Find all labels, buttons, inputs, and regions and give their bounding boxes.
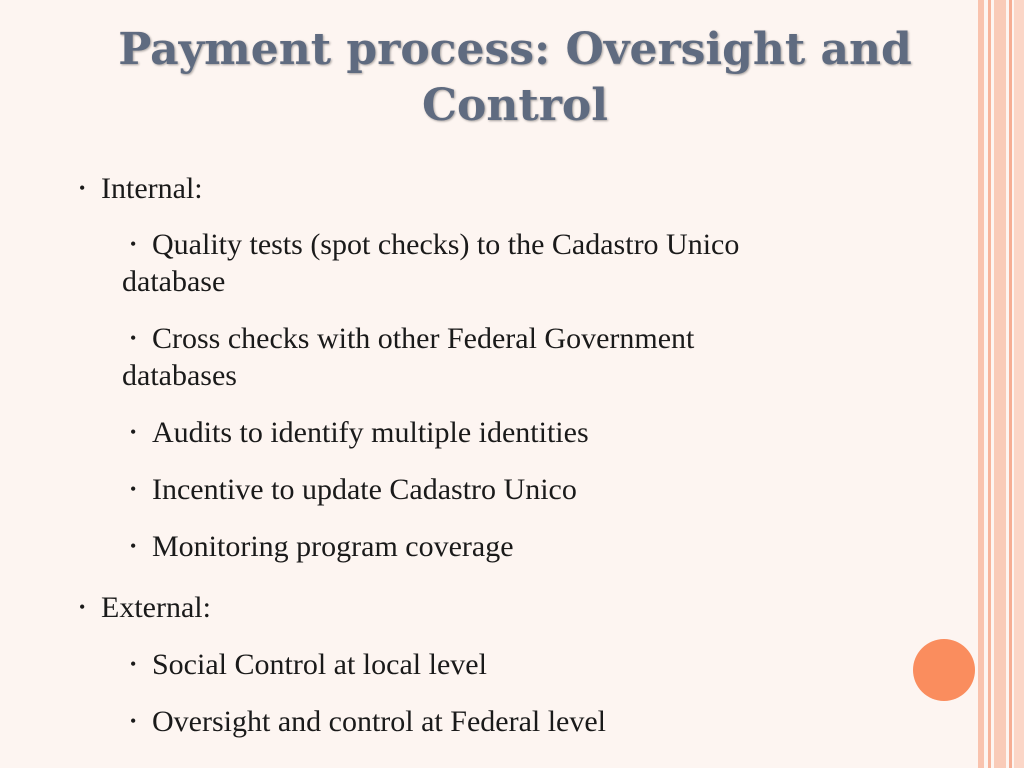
list-item [130, 414, 589, 451]
decorative-stripe [988, 0, 991, 768]
section-internal [79, 170, 203, 207]
list-item-text: Cross checks with other Federal Government [152, 322, 695, 355]
list-item [122, 320, 695, 394]
decorative-stripe [978, 0, 984, 768]
section-label: Internal: [101, 172, 203, 205]
list-item [130, 646, 487, 683]
list-item-text: Incentive to update Cadastro Unico [152, 473, 577, 506]
bullet-icon: • [130, 234, 137, 254]
list-item [130, 703, 607, 740]
bullet-icon: • [130, 654, 137, 674]
decorative-stripe [1009, 0, 1012, 768]
decorative-stripe [1014, 0, 1024, 768]
bullet-icon: • [79, 597, 86, 617]
bullet-icon: • [130, 479, 137, 499]
bullet-icon: • [130, 328, 137, 348]
bullet-icon: • [79, 178, 86, 198]
section-label: External: [101, 591, 211, 624]
section-external [79, 589, 211, 626]
list-item-text: Oversight and control at Federal level [152, 705, 607, 738]
decorative-stripe [994, 0, 1006, 768]
bullet-icon: • [130, 422, 137, 442]
list-item-text: Monitoring program coverage [152, 530, 514, 563]
list-item [122, 226, 740, 300]
list-item [130, 471, 577, 508]
list-item-text-continued: databases [122, 359, 237, 392]
bullet-icon: • [130, 536, 137, 556]
list-item-text: Quality tests (spot checks) to the Cadastro Unico [152, 228, 740, 261]
list-item-text-continued: database [122, 265, 226, 298]
slide-title: Payment process: Oversight and Control [118, 24, 912, 131]
list-item [130, 528, 514, 565]
list-item-text: Social Control at local level [152, 648, 487, 681]
bullet-icon: • [130, 711, 137, 731]
list-item-text: Audits to identify multiple identities [152, 416, 589, 449]
